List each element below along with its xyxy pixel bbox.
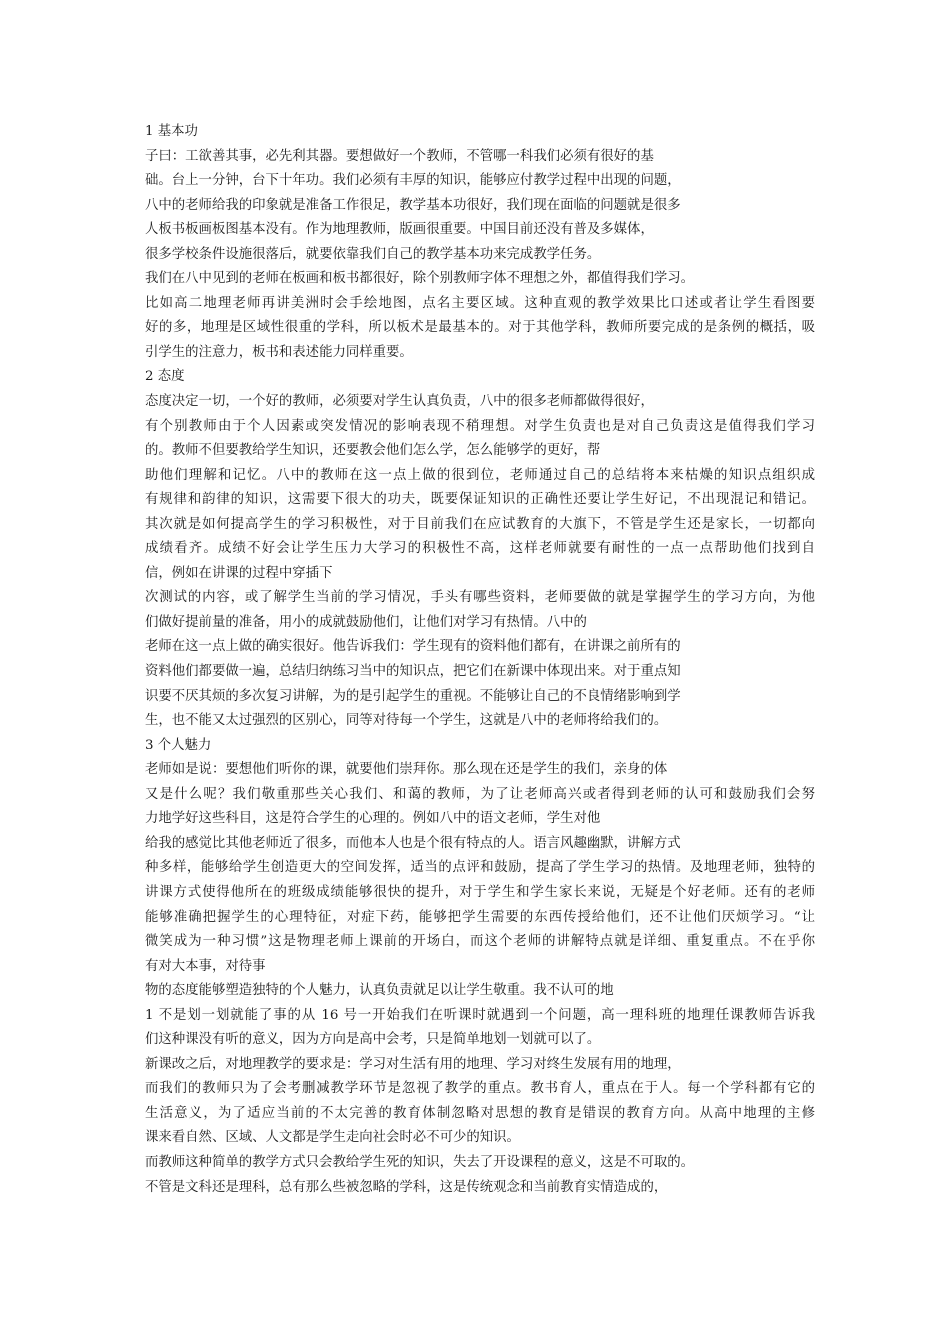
text-line: 八中的老师给我的印象就是准备工作很足，教学基本功很好，我们现在面临的问题就是很多	[145, 197, 681, 213]
text-line: 比如高二地理老师再讲美洲时会手绘地图，点名主要区域。这种直观的教学效果比口述或者让学生看图要	[145, 295, 815, 311]
text-line: 好的多，地理是区域性很重的学科，所以板术是最基本的。对于其他学科，教师所要完成的是条例的概括，吸	[145, 320, 815, 336]
text-line: 老师如是说：要想他们听你的课，就要他们崇拜你。那么现在还是学生的我们，亲身的体	[145, 762, 668, 778]
text-line: 识要不厌其烦的多次复习讲解，为的是引起学生的重视。不能够让自己的不良情绪影响到学	[145, 688, 681, 704]
text-line: 们做好提前量的准备，用小的成就鼓励他们，让他们对学习有热情。八中的	[145, 614, 587, 630]
text-line: 不管是文科还是理科，总有那么些被忽略的学科，这是传统观念和当前教育实情造成的，	[145, 1179, 668, 1195]
document-body	[145, 120, 815, 1200]
text-line: 讲课方式使得他所在的班级成绩能够很快的提升，对于学生和学生家长来说，无疑是个好老师。还有的老师	[145, 884, 815, 900]
text-line: 能够准确把握学生的心理特征，对症下药，能够把学生需要的东西传授给他们，还不让他们厌烦学习。“让	[145, 909, 815, 925]
text-line: 1 基本功	[145, 124, 198, 139]
text-line: 很多学校条件设施很落后，就要依靠我们自己的教学基本功来完成教学任务。	[145, 246, 601, 262]
text-line: 资料他们都要做一遍，总结归纳练习当中的知识点，把它们在新课中体现出来。对于重点知	[145, 664, 681, 680]
text-line: 引学生的注意力，板书和表述能力同样重要。	[145, 344, 413, 360]
text-line: 种多样，能够给学生创造更大的空间发挥，适当的点评和鼓励，提高了学生学习的热情。及地理老师，独特的	[145, 860, 815, 876]
text-line: 信，例如在讲课的过程中穿插下	[145, 565, 333, 581]
text-line: 3 个人魅力	[145, 737, 212, 753]
text-line: 物的态度能够塑造独特的个人魅力，认真负责就足以让学生敬重。我不认可的地	[145, 983, 614, 999]
text-line: 有个别教师由于个人因素或突发情况的影响表现不稍理想。对学生负责也是对自己负责这是值得我们学习	[145, 418, 815, 434]
text-line: 2 态度	[145, 369, 185, 385]
text-line: 微笑成为一种习惯”这是物理老师上课前的开场白，而这个老师的讲解特点就是详细、重复重点。不在乎你	[145, 934, 815, 950]
text-line: 生，也不能又太过强烈的区别心，同等对待每一个学生，这就是八中的老师将给我们的。	[145, 713, 668, 729]
text-line: 老师在这一点上做的确实很好。他告诉我们：学生现有的资料他们都有，在讲课之前所有的	[145, 639, 681, 655]
text-line: 我们在八中见到的老师在板画和板书都很好，除个别教师字体不理想之外，都值得我们学习。	[145, 271, 695, 287]
text-line: 而我们的教师只为了会考删减教学环节是忽视了教学的重点。教书育人，重点在于人。每一个学科都有它的	[145, 1081, 815, 1097]
text-line: 们这种课没有听的意义，因为方向是高中会考，只是简单地划一划就可以了。	[145, 1032, 601, 1048]
text-line: 成绩看齐。成绩不好会让学生压力大学习的积极性不高，这样老师就要有耐性的一点一点帮助他们找到自	[145, 541, 815, 557]
text-line: 新课改之后，对地理教学的要求是：学习对生活有用的地理、学习对终生发展有用的地理，	[145, 1056, 681, 1072]
text-line: 其次就是如何提高学生的学习积极性，对于目前我们在应试教育的大旗下，不管是学生还是家长，一切都向	[145, 516, 815, 532]
text-line: 生活意义，为了适应当前的不太完善的教育体制忽略对思想的教育是错误的教育方向。从高中地理的主修	[145, 1105, 815, 1121]
text-line: 又是什么呢？我们敬重那些关心我们、和蔼的教师，为了让老师高兴或者得到老师的认可和鼓励我们会努	[145, 786, 815, 802]
text-line: 助他们理解和记忆。八中的教师在这一点上做的很到位，老师通过自己的总结将本来枯燥的知识点组织成	[145, 467, 815, 483]
text-line: 态度决定一切，一个好的教师，必须要对学生认真负责，八中的很多老师都做得很好，	[145, 394, 654, 410]
text-line: 而教师这种简单的教学方式只会教给学生死的知识，失去了开设课程的意义，这是不可取的。	[145, 1154, 695, 1170]
text-line: 1 不是划一划就能了事的从 16 号一开始我们在听课时就遇到一个问题，高一理科班的地理任课教师告诉我	[145, 1007, 815, 1023]
text-line: 有规律和韵律的知识，这需要下很大的功夫，既要保证知识的正确性还要让学生好记，不出现混记和错记。	[145, 492, 815, 508]
text-line: 人板书板画板图基本没有。作为地理教师，版画很重要。中国目前还没有普及多媒体，	[145, 222, 654, 238]
text-line: 次测试的内容，或了解学生当前的学习情况，手头有哪些资料，老师要做的就是掌握学生的学习方向，为他	[145, 590, 815, 606]
text-line: 有对大本事，对待事	[145, 958, 266, 974]
text-line: 课来看自然、区域、人文都是学生走向社会时必不可少的知识。	[145, 1130, 520, 1146]
text-line: 子曰：工欲善其事，必先利其器。要想做好一个教师，不管哪一科我们必须有很好的基	[145, 148, 654, 164]
text-line: 础。台上一分钟，台下十年功。我们必须有丰厚的知识，能够应付教学过程中出现的问题，	[145, 173, 681, 189]
text-line: 给我的感觉比其他老师近了很多，而他本人也是个很有特点的人。语言风趣幽默，讲解方式	[145, 835, 681, 851]
text-line: 的。教师不但要教给学生知识，还要教会他们怎么学，怎么能够学的更好，帮	[145, 443, 601, 459]
text-line: 力地学好这些科目，这是符合学生的心理的。例如八中的语文老师，学生对他	[145, 811, 601, 827]
